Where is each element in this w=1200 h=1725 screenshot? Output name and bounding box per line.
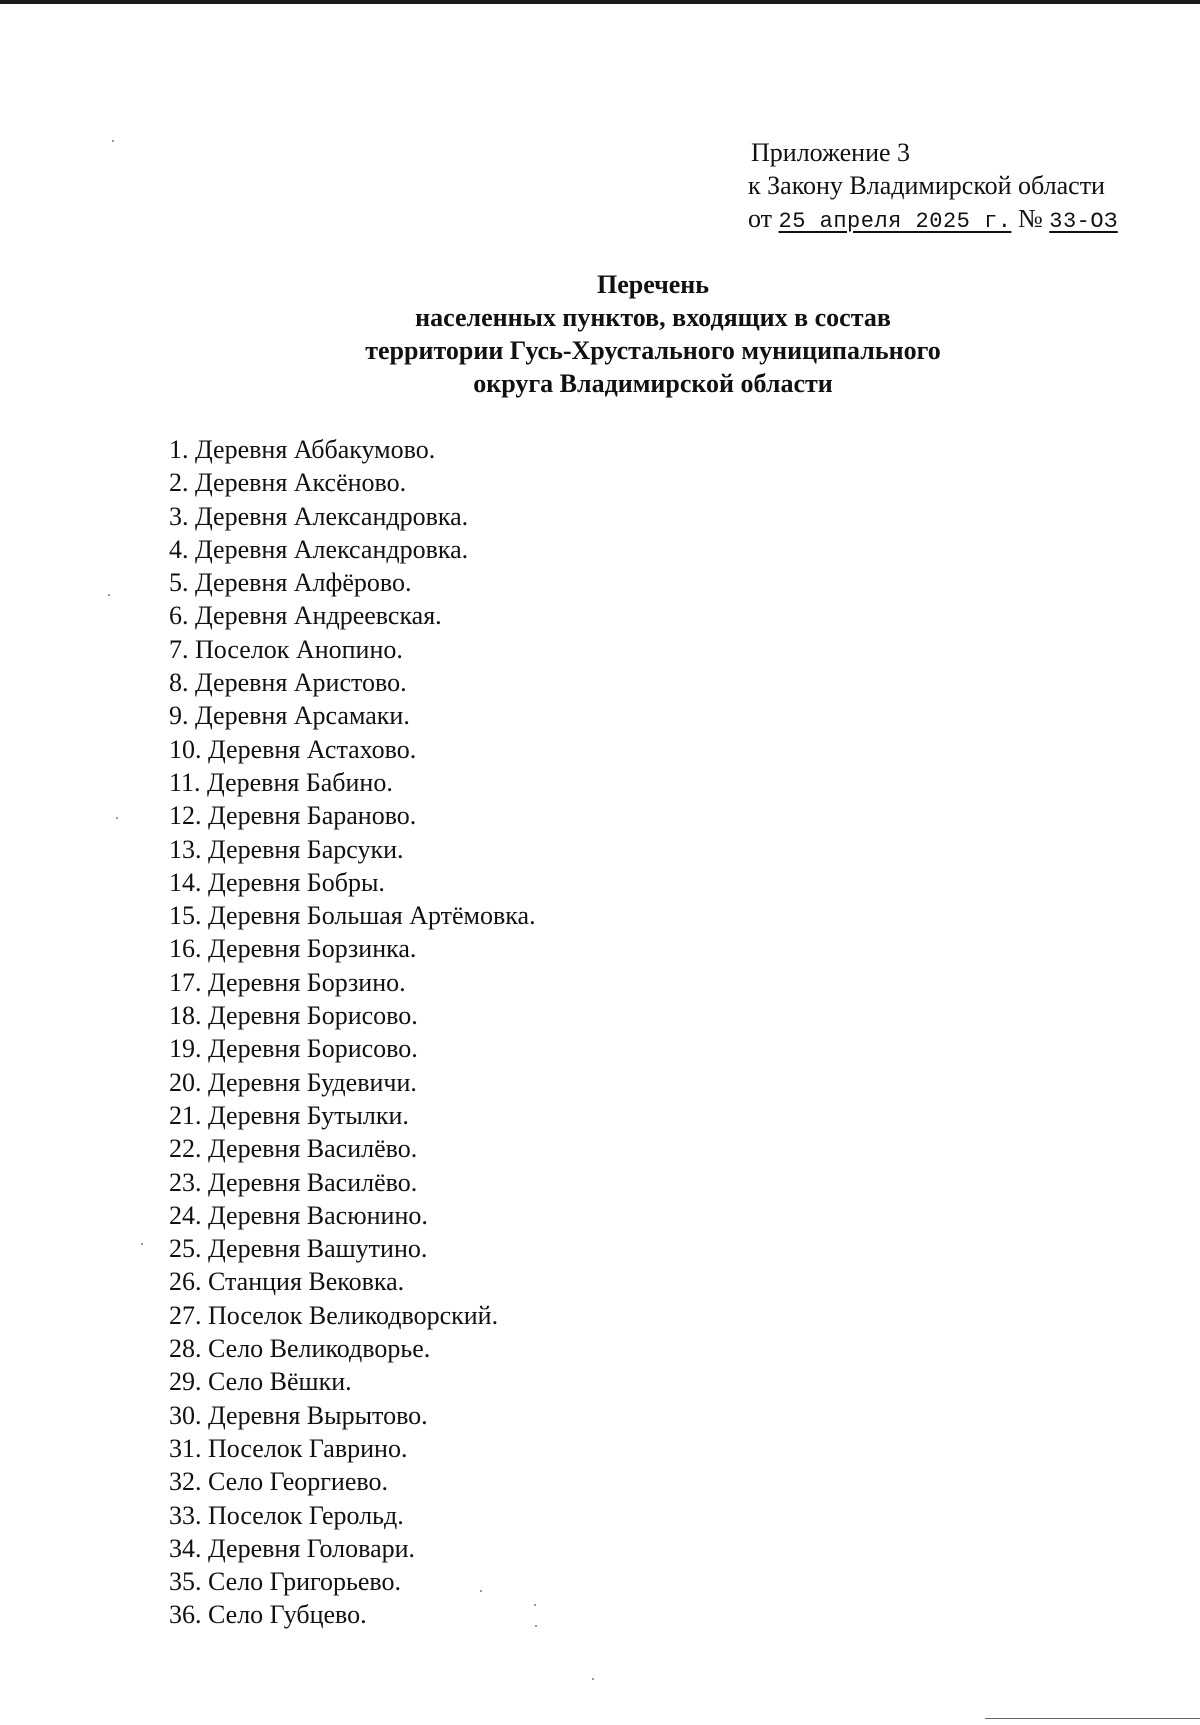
title-line-3: территории Гусь-Хрустального муниципального [365,336,941,365]
list-item: 29. Село Вёшки. [169,1367,352,1397]
scan-speck [592,1678,594,1680]
list-item: 20. Деревня Будевичи. [169,1067,417,1097]
scan-speck [480,1590,482,1592]
scan-speck [534,1604,536,1606]
list-item: 33. Поселок Герольд. [169,1500,404,1530]
list-item: 28. Село Великодворье. [169,1334,431,1364]
scan-top-edge [0,0,1200,4]
title-line-1: Перечень [596,270,710,299]
list-item: 1. Деревня Аббакумово. [169,435,436,464]
list-item: 23. Деревня Василёво. [169,1167,418,1197]
list-item: 27. Поселок Великодворский. [169,1300,499,1330]
list-item: 19. Деревня Борисово. [169,1034,418,1064]
annex-number: 33-ОЗ [1049,209,1118,234]
list-item: 5. Деревня Алфёрово. [169,568,412,598]
list-item: 8. Деревня Аристово. [169,668,407,698]
annex-law-reference: к Закону Владимирской области [748,171,1105,200]
list-item: 26. Станция Вековка. [169,1267,405,1297]
list-item: 34. Деревня Головари. [169,1533,416,1563]
list-item: 3. Деревня Александровка. [169,501,469,531]
scan-speck [535,1625,537,1627]
scan-speck [141,1243,143,1245]
list-item: 16. Деревня Борзинка. [169,934,417,964]
annex-number-sign: № [1017,204,1043,233]
list-item: 31. Поселок Гаврино. [169,1433,408,1463]
list-item: 9. Деревня Арсамаки. [169,701,410,731]
title-line-4: округа Владимирской области [473,369,833,398]
list-item: 2. Деревня Аксёново. [169,468,407,498]
list-item: 32. Село Георгиево. [169,1467,388,1497]
list-item: 4. Деревня Александровка. [169,534,469,564]
scan-bottom-edge [985,1718,1200,1719]
list-item: 6. Деревня Андреевская. [169,601,442,631]
list-item: 24. Деревня Васюнино. [169,1200,428,1230]
list-item: 15. Деревня Большая Артёмовка. [169,901,536,931]
settlement-list [169,433,536,1632]
annex-title: Приложение 3 [751,138,911,167]
list-item: 7. Поселок Анопино. [169,634,403,664]
list-item: 21. Деревня Бутылки. [169,1100,409,1130]
list-item: 10. Деревня Астахово. [169,734,417,764]
document-title [250,268,1056,400]
scan-speck [108,594,110,596]
list-item: 22. Деревня Василёво. [169,1134,418,1164]
list-item: 35. Село Григорьево. [169,1567,401,1597]
annex-date-line [748,202,1118,238]
list-item: 14. Деревня Бобры. [169,867,385,897]
scan-speck [116,817,118,819]
list-item: 11. Деревня Бабино. [169,767,393,797]
scan-speck [112,140,114,142]
list-item: 13. Деревня Барсуки. [169,834,404,864]
annex-date: 25 апреля 2025 г. [778,209,1012,234]
list-item: 18. Деревня Борисово. [169,1001,418,1031]
title-line-2: населенных пунктов, входящих в состав [415,303,891,332]
list-item: 12. Деревня Бараново. [169,801,417,831]
annex-header [748,136,1118,238]
list-item: 30. Деревня Вырытово. [169,1400,428,1430]
annex-date-prefix: от [748,204,773,233]
list-item: 17. Деревня Борзино. [169,967,406,997]
list-item: 36. Село Губцево. [169,1600,367,1630]
list-item: 25. Деревня Вашутино. [169,1234,428,1264]
